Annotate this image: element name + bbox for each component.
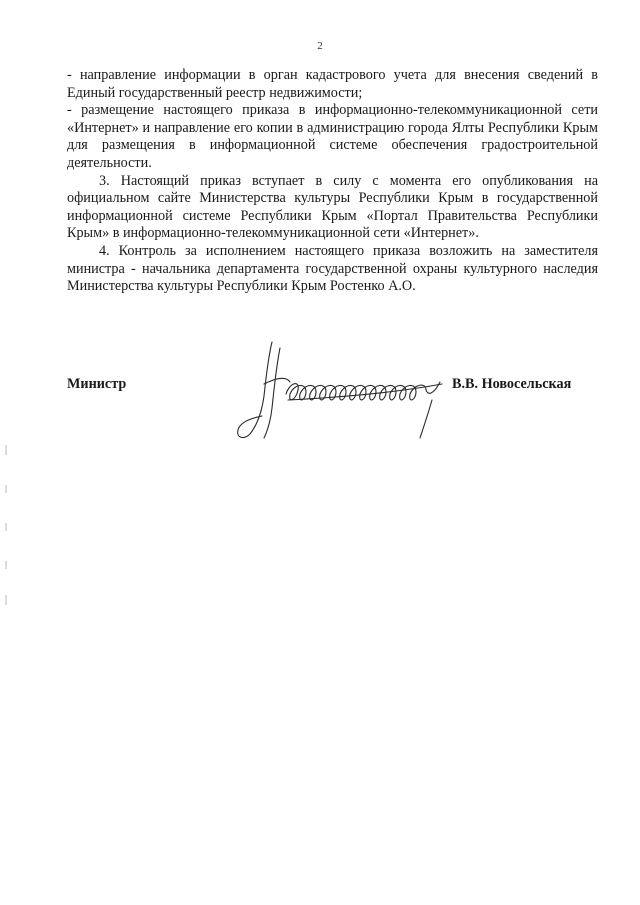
paragraph-internet-publication: - размещение настоящего приказа в информационно-телекоммуникационной сети «Интернет» и направление его копии в администрацию города Ялты Республики Крым для размещения в информационной системе обеспечения градостроительной деятельности. [67,102,598,171]
page-number: 2 [317,40,323,52]
paragraph-control: 4. Контроль за исполнением настоящего приказа возложить на заместителя министра - начальника департамента государственной охраны культурного наследия Министерства культуры Республики Крым Ростенко А.О. [67,242,598,295]
signatory-name: В.В. Новосельская [452,376,572,392]
scan-margin-marks [3,445,9,615]
signatory-title: Министр [67,376,127,392]
paragraph-cadastral-info: - направление информации в орган кадастрового учета для внесения сведений в Единый государственный реестр недвижимости; [67,67,598,101]
document-body [67,67,598,296]
handwritten-signature [228,338,450,446]
paragraph-effective-date: 3. Настоящий приказ вступает в силу с момента его опубликования на официальном сайте Министерства культуры Республики Крым в государственной информационной системе Республики Крым «Портал Правительства Республики Крым» в информационно-телекоммуникационной сети «Интернет». [67,172,598,242]
